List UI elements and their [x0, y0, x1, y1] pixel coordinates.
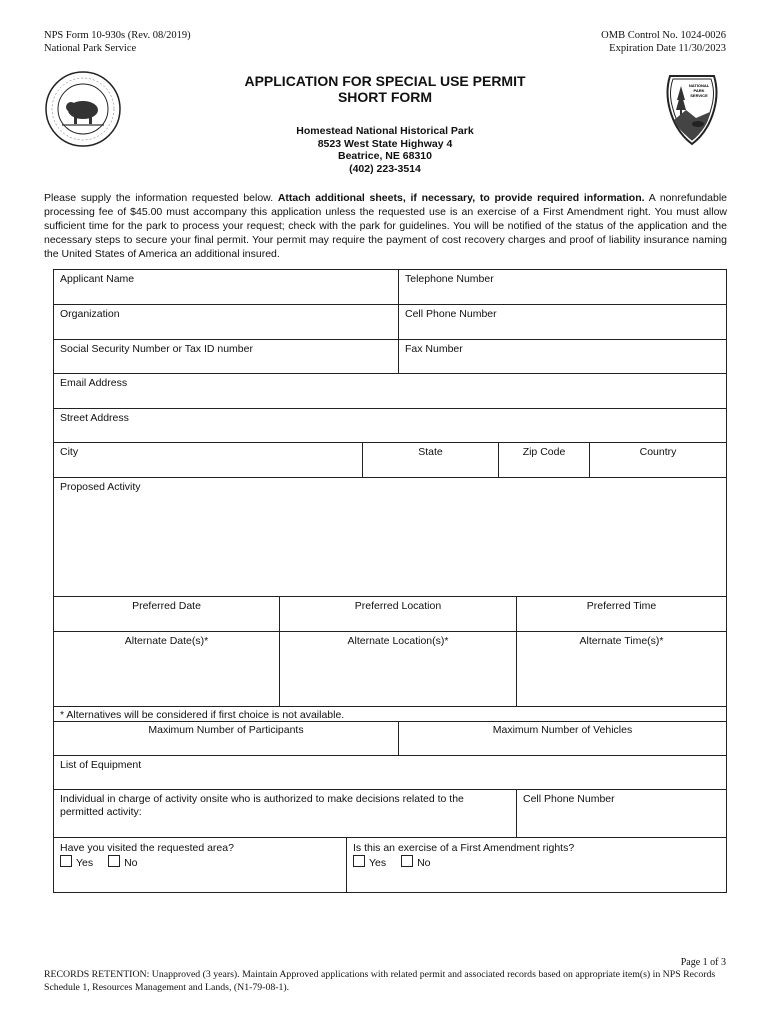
- alternate-location-field[interactable]: [280, 632, 516, 706]
- first-amendment-yes-option[interactable]: [353, 857, 386, 869]
- visited-no-label: No: [124, 857, 138, 869]
- state-field[interactable]: [363, 443, 498, 477]
- individual-in-charge-label: Individual in charge of activity onsite who is authorized to make decisions related to the permitted activity:: [60, 793, 464, 818]
- park-phone: (402) 223-3514: [349, 162, 421, 175]
- form-header-right: [601, 29, 726, 55]
- visited-yes-label: Yes: [76, 857, 94, 869]
- street-address-field[interactable]: [54, 409, 726, 442]
- ssn-label: Social Security Number or Tax ID number: [60, 343, 253, 355]
- svg-text:SERVICE: SERVICE: [690, 93, 708, 98]
- form-title-line2: SHORT FORM: [337, 89, 433, 105]
- organization-field[interactable]: [54, 305, 398, 339]
- first-amendment-yes-checkbox[interactable]: [353, 855, 365, 867]
- agency-name: National Park Service: [44, 43, 137, 54]
- equipment-label: List of Equipment: [60, 759, 142, 771]
- intro-text-2: A nonrefundable processing fee of $45.00 must accompany this application unless the requested use is an exercise of a First Amendment right. You must allow sufficient time for the park to process your request; check with the park for guidelines. You will be notified of the status of the application and the necessary steps to secure your final permit. Your permit may require the payment of cost recovery charges and proof of liability insurance naming the United States of America an additional insured.: [44, 192, 727, 260]
- alternate-time-field[interactable]: [517, 632, 726, 706]
- zip-code-field[interactable]: [499, 443, 589, 477]
- records-retention-note: RECORDS RETENTION: Unapproved (3 years). Maintain Approved applications with related permit and associated records based on appropriate item(s) in NPS Records Schedule 1, Resources Management and Lands, (N1-79-08-1).: [44, 969, 716, 993]
- individual-in-charge-field[interactable]: [54, 790, 516, 837]
- cell-phone-2-label: Cell Phone Number: [523, 793, 615, 805]
- country-label: Country: [639, 446, 677, 458]
- zip-code-label: Zip Code: [522, 446, 566, 458]
- organization-label: Organization: [60, 308, 120, 320]
- first-amendment-yes-label: Yes: [369, 857, 387, 869]
- form-title-line1: APPLICATION FOR SPECIAL USE PERMIT: [244, 73, 526, 89]
- first-amendment-question: [347, 838, 726, 892]
- intro-paragraph: [44, 191, 727, 261]
- alternate-time-label: Alternate Time(s)*: [579, 635, 664, 647]
- row-divider: [54, 706, 726, 707]
- first-amendment-no-label: No: [417, 857, 431, 869]
- proposed-activity-label: Proposed Activity: [60, 481, 141, 493]
- visited-no-option[interactable]: [108, 857, 137, 869]
- form-title: [0, 73, 770, 105]
- page-number: Page 1 of 3: [680, 957, 726, 968]
- visited-yes-checkbox[interactable]: [60, 855, 72, 867]
- expiration-date: Expiration Date 11/30/2023: [609, 43, 726, 54]
- applicant-name-field[interactable]: [54, 270, 398, 304]
- fax-label: Fax Number: [405, 343, 463, 355]
- visited-area-question: [54, 838, 346, 892]
- form-number: NPS Form 10-930s (Rev. 08/2019): [44, 30, 191, 41]
- country-field[interactable]: [590, 443, 726, 477]
- alternatives-note: * Alternatives will be considered if first choice is not available.: [60, 709, 345, 721]
- telephone-label: Telephone Number: [405, 273, 494, 285]
- max-vehicles-label: Maximum Number of Vehicles: [492, 724, 633, 736]
- cell-phone-label: Cell Phone Number: [405, 308, 497, 320]
- preferred-date-label: Preferred Date: [132, 600, 201, 612]
- park-name: Homestead National Historical Park: [296, 125, 474, 137]
- svg-text:NATIONAL: NATIONAL: [688, 83, 710, 88]
- preferred-location-field[interactable]: [280, 597, 516, 631]
- intro-text-1: Please supply the information requested below.: [44, 192, 278, 204]
- preferred-time-label: Preferred Time: [586, 600, 657, 612]
- visited-yes-option[interactable]: [60, 857, 93, 869]
- park-info: [0, 125, 770, 175]
- first-amendment-no-checkbox[interactable]: [401, 855, 413, 867]
- form-header-left: [44, 29, 191, 55]
- street-address-label: Street Address: [60, 412, 129, 424]
- application-form-grid: [53, 269, 727, 893]
- city-label: City: [60, 446, 79, 458]
- alternate-date-field[interactable]: [54, 632, 279, 706]
- first-amendment-no-option[interactable]: [401, 857, 430, 869]
- proposed-activity-field[interactable]: [54, 478, 726, 596]
- preferred-date-field[interactable]: [54, 597, 279, 631]
- telephone-field[interactable]: [399, 270, 727, 304]
- cell-phone-2-field[interactable]: [517, 790, 726, 837]
- alternate-date-label: Alternate Date(s)*: [124, 635, 209, 647]
- ssn-field[interactable]: [54, 340, 398, 373]
- city-field[interactable]: [54, 443, 362, 477]
- email-field[interactable]: [54, 374, 726, 408]
- max-participants-label: Maximum Number of Participants: [148, 724, 304, 736]
- state-label: State: [418, 446, 443, 458]
- first-amendment-label: Is this an exercise of a First Amendment rights?: [353, 842, 575, 854]
- cell-phone-field[interactable]: [399, 305, 727, 339]
- visited-area-label: Have you visited the requested area?: [60, 842, 234, 854]
- intro-bold-text: Attach additional sheets, if necessary, to provide required information.: [277, 192, 645, 204]
- max-participants-field[interactable]: [54, 721, 398, 755]
- equipment-field[interactable]: [54, 756, 726, 789]
- park-address-1: 8523 West State Highway 4: [317, 137, 453, 150]
- svg-text:PARK: PARK: [693, 88, 705, 93]
- applicant-name-label: Applicant Name: [60, 273, 135, 285]
- omb-control-number: OMB Control No. 1024-0026: [601, 30, 726, 41]
- preferred-location-label: Preferred Location: [354, 600, 442, 612]
- park-address-2: Beatrice, NE 68310: [338, 150, 432, 162]
- email-label: Email Address: [60, 377, 128, 389]
- max-vehicles-field[interactable]: [399, 721, 726, 755]
- alternate-location-label: Alternate Location(s)*: [347, 635, 449, 647]
- preferred-time-field[interactable]: [517, 597, 726, 631]
- fax-field[interactable]: [399, 340, 727, 373]
- visited-no-checkbox[interactable]: [108, 855, 120, 867]
